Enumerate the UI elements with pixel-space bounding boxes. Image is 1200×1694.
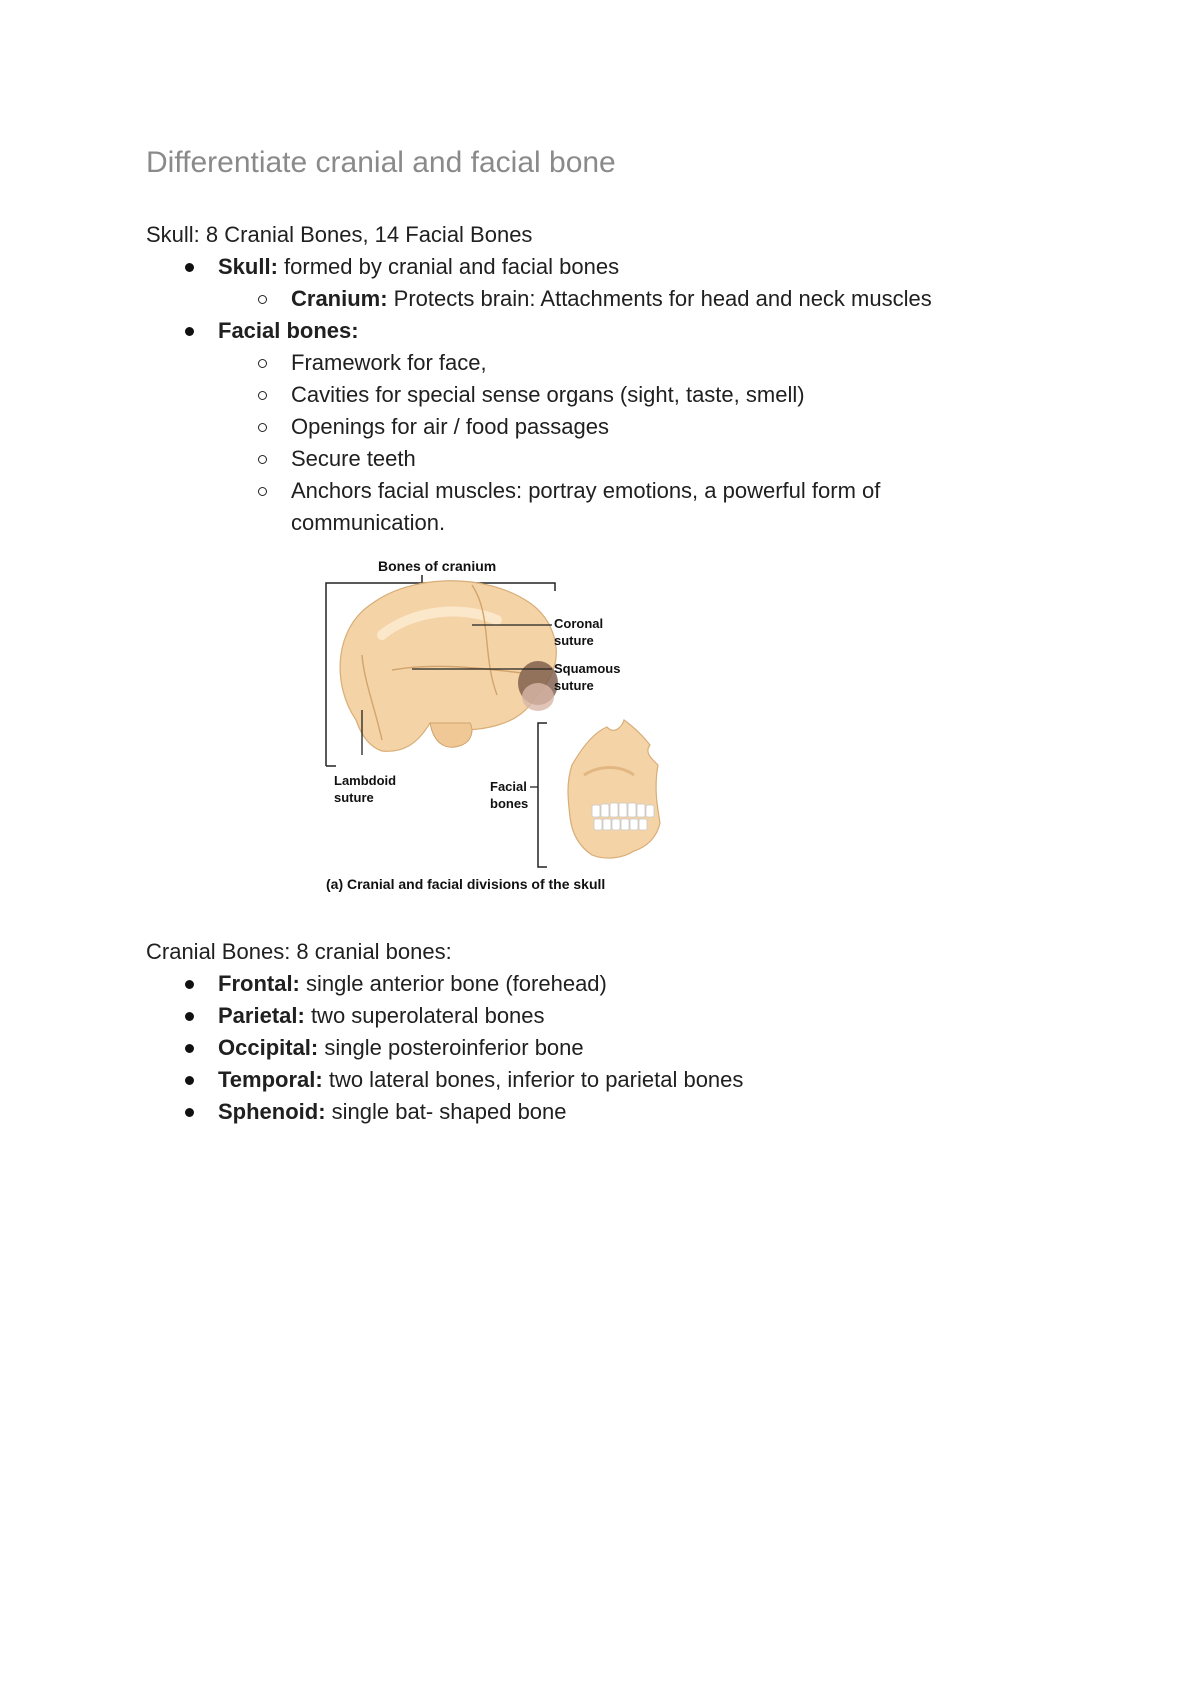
- list-item-cranium: [291, 286, 932, 312]
- label-coronal: Coronal: [554, 616, 604, 631]
- label-facial-bones: bones: [490, 796, 529, 811]
- label-squamous-suture: suture: [554, 678, 594, 693]
- teeth: [592, 803, 654, 830]
- facial-bones-shape: [568, 720, 660, 858]
- list-item-temporal: [218, 1067, 743, 1093]
- orbit-shadow-light: [522, 683, 554, 711]
- bullet-circle-icon: [258, 487, 267, 496]
- bullet-dot-icon: [185, 980, 194, 989]
- list-item-continuation: communication.: [291, 510, 446, 535]
- bullet-circle-icon: [258, 295, 267, 304]
- list-item-occipital: [218, 1035, 584, 1061]
- desc-parietal: two superolateral bones: [304, 1003, 545, 1028]
- list-item: Secure teeth: [291, 446, 416, 471]
- bullet-circle-icon: [258, 423, 267, 432]
- desc-cranium: Protects brain: Attachments for head and neck muscles: [387, 286, 932, 311]
- label-lambdoid: Lambdoid: [334, 773, 397, 788]
- term-sphenoid: Sphenoid:: [218, 1099, 326, 1124]
- bullet-circle-icon: [258, 359, 267, 368]
- cranial-intro: Cranial Bones: 8 cranial bones:: [146, 939, 452, 964]
- cranium-base: [430, 723, 472, 747]
- desc-occipital: single posteroinferior bone: [318, 1035, 584, 1060]
- label-facial: Facial: [490, 779, 527, 794]
- term-temporal: Temporal:: [218, 1067, 323, 1092]
- term-skull: Skull:: [218, 254, 278, 279]
- list-item: Cavities for special sense organs (sight, taste, smell): [291, 382, 805, 407]
- desc-skull: formed by cranial and facial bones: [277, 254, 620, 279]
- list-item-frontal: [218, 971, 607, 997]
- list-item-skull: [218, 254, 619, 280]
- bullet-dot-icon: [185, 263, 194, 272]
- label-coronal-suture: suture: [554, 633, 594, 648]
- desc-frontal: single anterior bone (forehead): [299, 971, 607, 996]
- label-squamous: Squamous: [554, 661, 621, 676]
- label-lambdoid-suture: suture: [334, 790, 374, 805]
- term-cranium: Cranium:: [291, 286, 388, 311]
- term-frontal: Frontal:: [218, 971, 300, 996]
- bullet-circle-icon: [258, 455, 267, 464]
- list-item-parietal: [218, 1003, 545, 1029]
- term-occipital: Occipital:: [218, 1035, 319, 1060]
- list-item: Framework for face,: [291, 350, 487, 375]
- bullet-dot-icon: [185, 1076, 194, 1085]
- desc-sphenoid: single bat- shaped bone: [325, 1099, 567, 1124]
- label-bones-of-cranium: Bones of cranium: [378, 558, 497, 574]
- term-parietal: Parietal:: [218, 1003, 305, 1028]
- desc-temporal: two lateral bones, inferior to parietal bones: [322, 1067, 744, 1092]
- facial-bracket: [538, 723, 547, 867]
- list-item: Openings for air / food passages: [291, 414, 609, 439]
- bullet-dot-icon: [185, 1012, 194, 1021]
- skull-intro: Skull: 8 Cranial Bones, 14 Facial Bones: [146, 222, 533, 247]
- list-item-sphenoid: [218, 1099, 567, 1125]
- term-facial-bones: Facial bones:: [218, 318, 359, 343]
- list-item-facial-bones: [218, 318, 359, 344]
- bullet-dot-icon: [185, 327, 194, 336]
- page-title: Differentiate cranial and facial bone: [146, 146, 616, 179]
- list-item: Anchors facial muscles: portray emotions, a powerful form of: [291, 478, 881, 503]
- skull-figure: [322, 555, 692, 895]
- bullet-circle-icon: [258, 391, 267, 400]
- bullet-dot-icon: [185, 1044, 194, 1053]
- bullet-dot-icon: [185, 1108, 194, 1117]
- figure-caption: (a) Cranial and facial divisions of the skull: [326, 876, 606, 892]
